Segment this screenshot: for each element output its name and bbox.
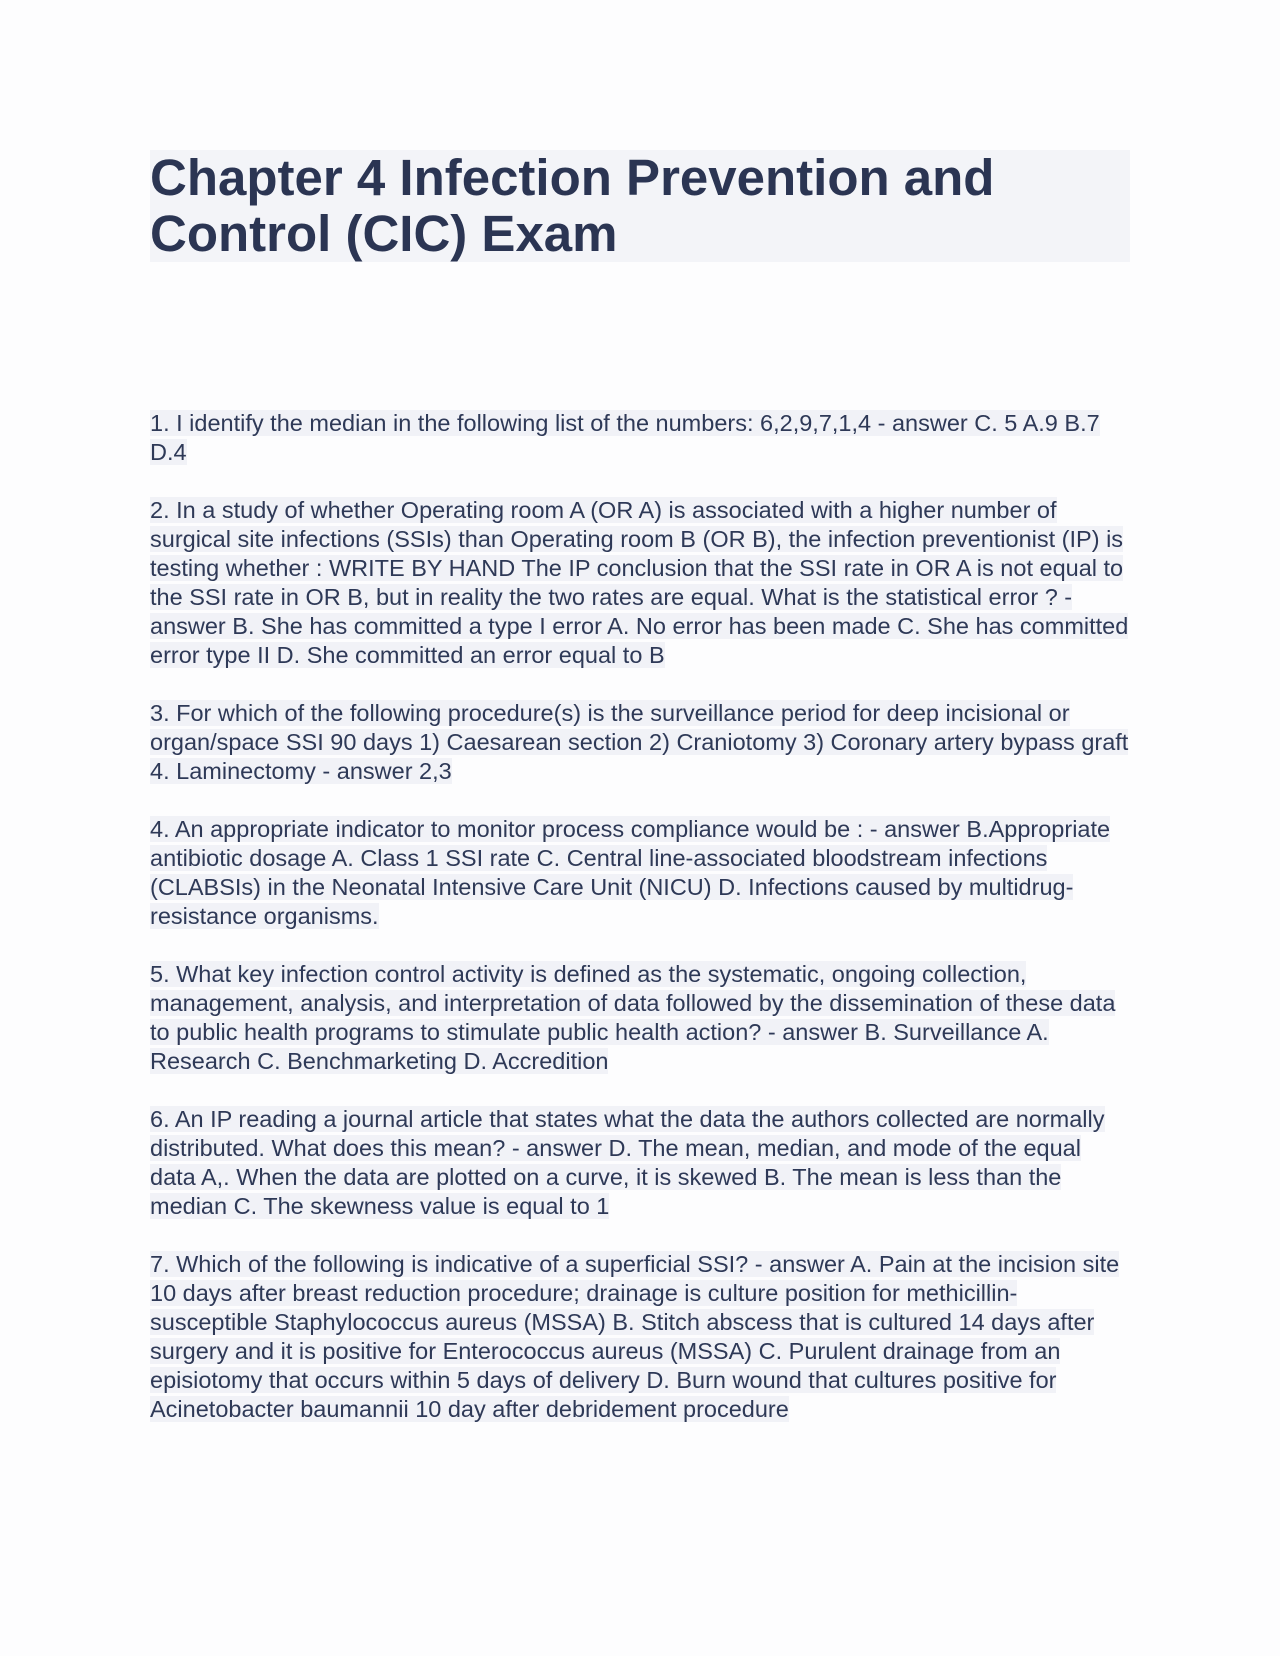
- document-page: [150, 150, 1130, 1453]
- question-item: [150, 409, 1130, 467]
- question-text: 6. An IP reading a journal article that states what the data the authors collected are normally distributed. What does this mean? - answer D. The mean, median, and mode of the equal data A,. When the data are plotted on a curve, it is skewed B. The mean is less than the median C. The skewness value is equal to 1: [150, 1106, 1105, 1219]
- question-text: 4. An appropriate indicator to monitor process compliance would be : - answer B.Appropriate antibiotic dosage A. Class 1 SSI rate C. Central line-associated bloodstream infections (CLABSIs) in the Neonatal Intensive Care Unit (NICU) D. Infections caused by multidrug-resistance organisms.: [150, 816, 1111, 929]
- document-title: Chapter 4 Infection Prevention and Control (CIC) Exam: [150, 150, 1130, 262]
- question-list: [150, 409, 1130, 1424]
- question-text: 3. For which of the following procedure(s) is the surveillance period for deep incisional or organ/space SSI 90 days 1) Caesarean section 2) Craniotomy 3) Coronary artery bypass graft 4. Laminectomy - answer 2,3: [150, 700, 1129, 784]
- question-item: [150, 699, 1130, 786]
- question-text: 1. I identify the median in the following list of the numbers: 6,2,9,7,1,4 - answer C. 5 A.9 B.7 D.4: [150, 410, 1100, 465]
- question-item: [150, 496, 1130, 670]
- question-text: 2. In a study of whether Operating room A (OR A) is associated with a higher number of surgical site infections (SSIs) than Operating room B (OR B), the infection preventionist (IP) is testing whether : WRITE BY HAND The IP conclusion that the SSI rate in OR A is not equal to the SSI rate in OR B, but in reality the two rates are equal. What is the statistical error ? - answer B. She has committed a type I error A. No error has been made C. She has committed error type II D. She committed an error equal to B: [150, 497, 1129, 668]
- question-item: [150, 960, 1130, 1076]
- question-item: [150, 1105, 1130, 1221]
- question-item: [150, 1250, 1130, 1424]
- question-text: 5. What key infection control activity is defined as the systematic, ongoing collection, management, analysis, and interpretation of data followed by the dissemination of these data to public health programs to stimulate public health action? - answer B. Surveillance A. Research C. Benchmarketing D. Accredition: [150, 961, 1116, 1074]
- question-text: 7. Which of the following is indicative of a superficial SSI? - answer A. Pain at the incision site 10 days after breast reduction procedure; drainage is culture position for methicillin-susceptible Staphylococcus aureus (MSSA) B. Stitch abscess that is cultured 14 days after surgery and it is positive for Enterococcus aureus (MSSA) C. Purulent drainage from an episiotomy that occurs within 5 days of delivery D. Burn wound that cultures positive for Acinetobacter baumannii 10 day after debridement procedure: [150, 1251, 1120, 1422]
- question-item: [150, 815, 1130, 931]
